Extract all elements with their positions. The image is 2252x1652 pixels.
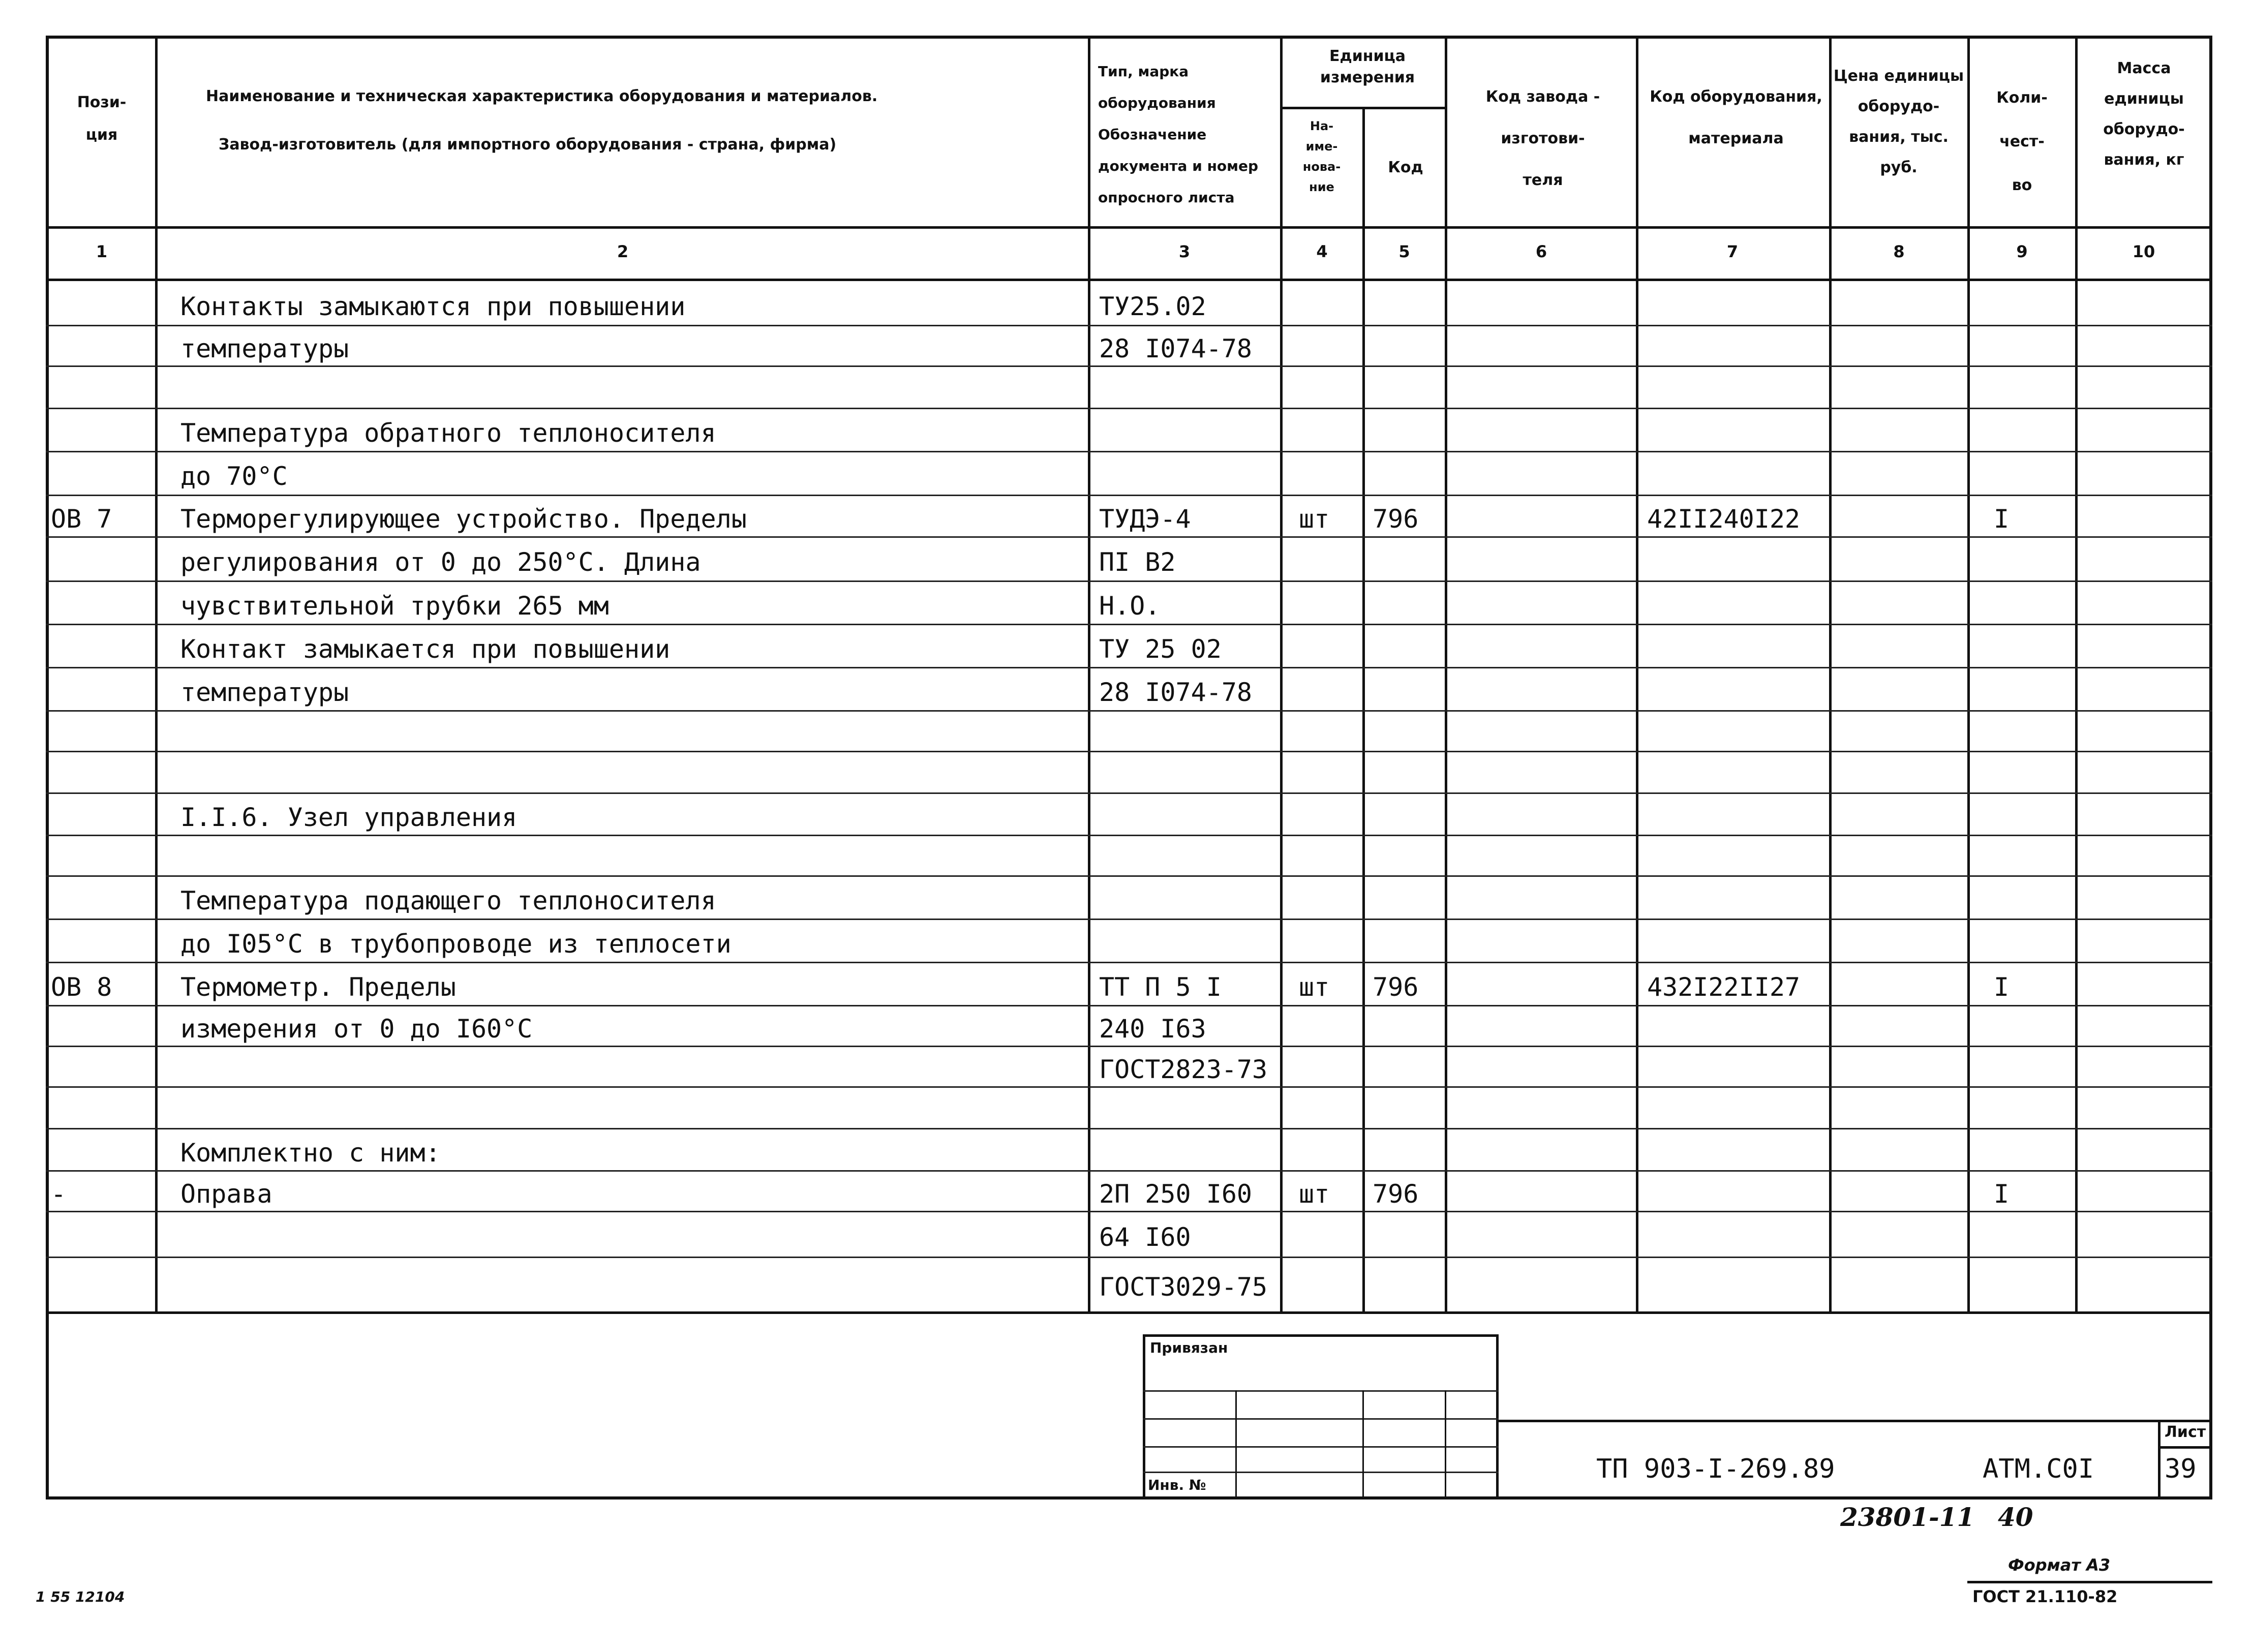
row-name: Терморегулирующее устройство. Пределы	[180, 504, 747, 534]
list-label: Лист	[2165, 1423, 2206, 1441]
colnum: 3	[1178, 242, 1191, 261]
row-equipment-code: 432I22II27	[1647, 972, 1801, 1002]
list-line	[2158, 1446, 2212, 1449]
handwritten-inventory: 23801-11	[1840, 1502, 1975, 1532]
gost-label: ГОСТ 21.110-82	[1972, 1587, 2118, 1606]
row-quantity: I	[1994, 972, 2010, 1002]
row-divider	[46, 1170, 2212, 1172]
document-code: АТМ.С0I	[1983, 1454, 2094, 1484]
row-divider	[46, 835, 2212, 836]
footer-line	[1967, 1581, 2212, 1583]
row-divider	[46, 710, 2212, 712]
row-type: 64 I60	[1099, 1222, 1191, 1252]
row-name: Комплектно с ним:	[180, 1138, 441, 1168]
row-divider	[46, 1257, 2212, 1258]
row-divider	[46, 919, 2212, 920]
row-unit: шт	[1299, 1179, 1330, 1209]
row-unit-code: 796	[1373, 504, 1419, 534]
row-position: ОВ 8	[51, 972, 112, 1002]
row-divider	[46, 875, 2212, 877]
row-type: ТУ 25 02	[1099, 634, 1222, 664]
colnum: 10	[2132, 242, 2155, 261]
row-unit: шт	[1299, 504, 1330, 534]
row-name: до I05°С в трубопроводе из теплосети	[180, 929, 732, 959]
stamp-inv: Инв. №	[1148, 1477, 1206, 1493]
row-divider	[46, 325, 2212, 326]
list-vline	[2158, 1420, 2160, 1500]
row-equipment-code: 42II240I22	[1647, 504, 1801, 534]
row-name: Температура обратного теплоносителя	[180, 418, 716, 448]
row-type: 2П 250 I60	[1099, 1179, 1253, 1209]
row-name: I.I.6. Узел управления	[180, 802, 518, 832]
row-divider	[46, 1005, 2212, 1006]
colnum: 1	[96, 242, 108, 261]
row-name: чувствительной трубки 265 мм	[180, 591, 609, 621]
row-position: -	[51, 1179, 67, 1209]
header-unit: Единица измерения	[1320, 47, 1415, 86]
row-type: Н.О.	[1099, 591, 1161, 621]
row-divider	[46, 1128, 2212, 1129]
row-name: Контакты замыкаются при повышении	[180, 291, 686, 321]
row-name: регулирования от 0 до 250°С. Длина	[180, 547, 701, 577]
colnum: 6	[1535, 242, 1547, 261]
handwritten-sheet: 40	[1998, 1502, 2033, 1532]
row-unit-code: 796	[1373, 1179, 1419, 1209]
table-bottom-line	[46, 1311, 2212, 1314]
document-number: ТП 903-I-269.89	[1596, 1454, 1835, 1484]
footer-code: 1 55 12104	[36, 1588, 125, 1605]
row-divider	[46, 536, 2212, 538]
row-divider	[46, 1046, 2212, 1047]
header-unit-name: На- име- нова- ние	[1302, 119, 1341, 194]
row-divider	[46, 624, 2212, 625]
row-type: ПI В2	[1099, 547, 1176, 577]
stamp-privyazan: Привязан	[1150, 1339, 1228, 1356]
row-divider	[46, 408, 2212, 409]
row-type: 28 I074-78	[1099, 677, 1253, 707]
row-name: Температура подающего теплоносителя	[180, 885, 716, 915]
title-top-line	[1497, 1420, 2212, 1422]
row-type: ГОСТ3029-75	[1099, 1272, 1268, 1302]
row-quantity: I	[1994, 504, 2010, 534]
row-divider	[46, 792, 2212, 794]
row-type: ГОСТ2823-73	[1099, 1055, 1268, 1084]
colnum: 7	[1726, 242, 1739, 261]
row-name: температуры	[180, 334, 349, 363]
stamp-vline	[1445, 1390, 1446, 1500]
row-divider	[46, 667, 2212, 668]
header-name-a: Наименование и техническая характеристика оборудования и материалов.	[206, 87, 878, 105]
colnum: 9	[2016, 242, 2028, 261]
colnum: 8	[1893, 242, 1905, 261]
row-quantity: I	[1994, 1179, 2010, 1209]
format-label: Формат А3	[2008, 1555, 2111, 1575]
row-divider	[46, 962, 2212, 963]
header-equipment-code: Код оборудования, материала	[1650, 88, 1822, 147]
row-type: 28 I074-78	[1099, 334, 1253, 363]
list-number: 39	[2165, 1454, 2197, 1484]
stamp-vline	[1362, 1390, 1364, 1500]
colnum: 2	[617, 242, 629, 261]
row-position: ОВ 7	[51, 504, 112, 534]
header-quantity: Коли- чест- во	[1996, 89, 2048, 194]
stamp-vline	[1235, 1390, 1237, 1500]
row-name: измерения от 0 до I60°С	[180, 1014, 533, 1044]
header-position: Пози- ция	[77, 94, 127, 144]
unit-split-line	[1280, 107, 1447, 109]
row-type: ТУДЭ-4	[1099, 504, 1191, 534]
row-type: ТУ25.02	[1099, 291, 1206, 321]
row-name: Термометр. Пределы	[180, 972, 456, 1002]
row-divider	[46, 751, 2212, 752]
header-type: Тип, марка оборудования Обозначение документа и номер опросного листа	[1098, 63, 1259, 206]
row-name: до 70°С	[180, 462, 288, 491]
row-divider	[46, 1211, 2212, 1212]
colnum-bottom-line	[46, 279, 2212, 281]
row-type: ТТ П 5 I	[1099, 972, 1222, 1002]
row-name: температуры	[180, 677, 349, 707]
row-name: Контакт замыкается при повышении	[180, 634, 671, 664]
row-divider	[46, 1086, 2212, 1088]
row-unit-code: 796	[1373, 972, 1419, 1002]
header-price: Цена единицы оборудо- вания, тыс. руб.	[1833, 67, 1964, 176]
row-divider	[46, 451, 2212, 452]
header-bottom-line	[46, 226, 2212, 229]
header-mass: Масса единицы оборудо- вания, кг	[2103, 59, 2185, 169]
row-name: Оправа	[180, 1179, 272, 1209]
header-unit-code: Код	[1388, 159, 1423, 176]
row-divider	[46, 365, 2212, 367]
row-divider	[46, 495, 2212, 496]
header-factory-code: Код завода - изготови- теля	[1485, 88, 1600, 189]
row-unit: шт	[1299, 972, 1330, 1002]
row-type: 240 I63	[1099, 1014, 1206, 1044]
header-name-b: Завод-изготовитель (для импортного оборудования - страна, фирма)	[219, 136, 837, 154]
colnum: 4	[1316, 242, 1328, 261]
colnum: 5	[1398, 242, 1410, 261]
row-divider	[46, 580, 2212, 582]
